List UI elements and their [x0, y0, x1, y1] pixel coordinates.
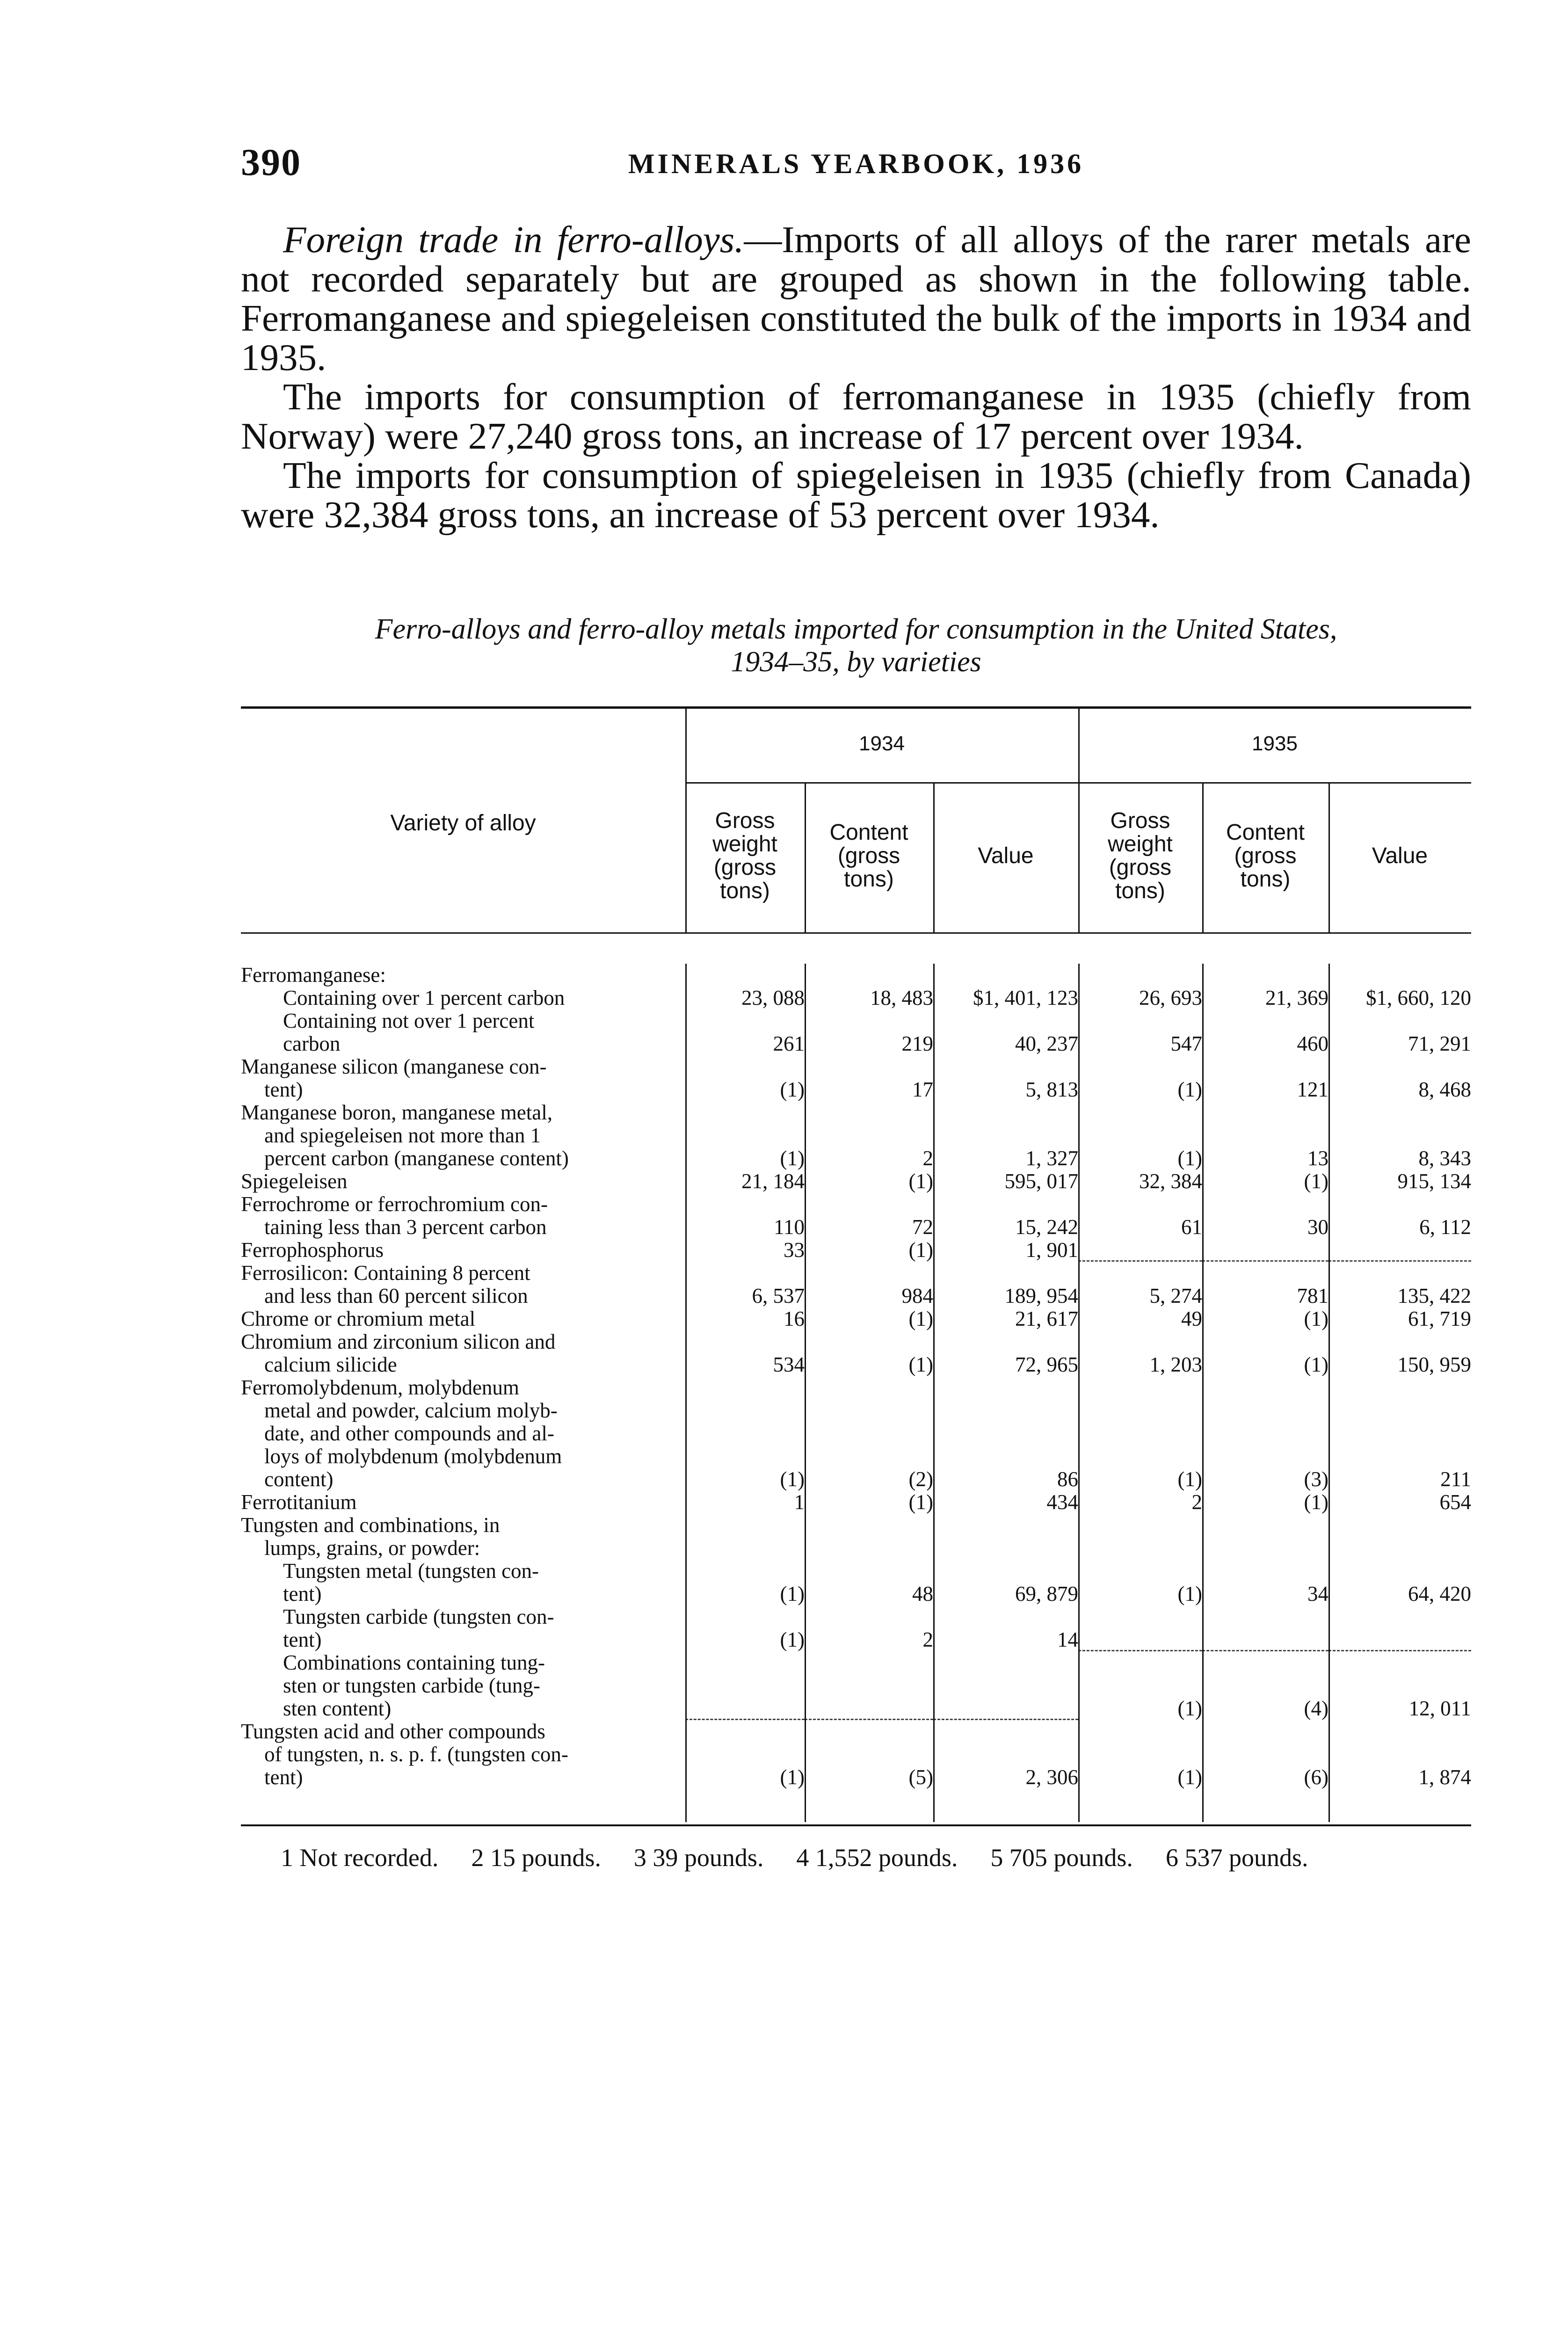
heading-line: Gross [715, 808, 775, 833]
table-cell: 86 [1057, 1467, 1078, 1491]
table-cell [1078, 964, 1202, 987]
variety-label [241, 1101, 685, 1170]
footnote: 4 1,552 pounds. [796, 1844, 958, 1872]
table-cell [1078, 1239, 1202, 1262]
table-cell: (1) [780, 1628, 805, 1651]
variety-label-line: Tungsten acid and other compounds [241, 1720, 545, 1743]
table-cell: 434 [1046, 1490, 1078, 1514]
variety-label-line: sten or tungsten carbide (tung- [283, 1674, 540, 1697]
year-1934-heading: 1934 [859, 732, 905, 755]
variety-label-line: and spiegeleisen not more than 1 [264, 1124, 541, 1147]
table-cell: (1) [780, 1582, 805, 1605]
table-row [241, 1720, 1471, 1789]
value-heading-1934: Value [978, 843, 1034, 868]
table-top-rule [241, 706, 1471, 709]
footnote: 6 537 pounds. [1165, 1844, 1308, 1872]
table-cell: (1) [780, 1078, 805, 1101]
table-row [241, 1170, 1471, 1193]
variety-label [241, 1239, 685, 1262]
heading-line: Gross [1110, 808, 1170, 833]
data-table [241, 964, 1471, 1789]
table-cell: (4) [1304, 1697, 1328, 1720]
variety-label [241, 1262, 685, 1308]
table-cell: 135, 422 [1397, 1284, 1471, 1308]
table-cell: (1) [780, 1765, 805, 1789]
table-cell: (1) [780, 1467, 805, 1491]
table-cell [933, 964, 1078, 987]
table-cell: (1) [1304, 1490, 1328, 1514]
variety-label [241, 1491, 685, 1514]
table-cell: 21, 617 [1015, 1307, 1078, 1330]
table-cell: 1 [794, 1490, 805, 1514]
table-row [241, 1560, 1471, 1605]
footnote: 2 15 pounds. [471, 1844, 601, 1872]
table-row [241, 987, 1471, 1010]
table-cell: (1) [1177, 1147, 1202, 1170]
page-number: 390 [241, 141, 301, 183]
table-cell: 34 [1307, 1582, 1328, 1605]
running-title: MINERALS YEARBOOK, 1936 [628, 148, 1084, 179]
gross-weight-heading-1935 [1078, 809, 1202, 903]
table-cell: 189, 954 [1004, 1284, 1078, 1308]
variety-label-line: Combinations containing tung- [283, 1651, 545, 1674]
table-cell: 460 [1297, 1032, 1328, 1055]
table-cell: 72 [912, 1215, 933, 1239]
table-cell: (1) [908, 1353, 933, 1376]
table-cell [1328, 964, 1471, 987]
variety-label [241, 1651, 685, 1720]
table-cell: 211 [1440, 1467, 1471, 1491]
table-cell: 121 [1297, 1078, 1328, 1101]
table-cell: 16 [784, 1307, 805, 1330]
variety-label-line: Tungsten carbide (tungsten con- [283, 1605, 554, 1628]
header-bottom-rule [241, 932, 1471, 934]
variety-label-line: metal and powder, calcium molyb- [264, 1399, 558, 1422]
table-cell: 33 [784, 1238, 805, 1262]
table-cell [933, 1514, 1078, 1560]
table-row [241, 1193, 1471, 1239]
table-cell: 21, 184 [741, 1170, 805, 1193]
column-divider [805, 964, 806, 1822]
variety-label [241, 1193, 685, 1239]
variety-label-line: and less than 60 percent silicon [264, 1284, 528, 1308]
heading-line: Content [829, 820, 908, 845]
table-caption [241, 613, 1471, 678]
table-cell: 150, 959 [1397, 1353, 1471, 1376]
table-cell: 14 [1057, 1628, 1078, 1651]
variety-label [241, 1170, 685, 1193]
paragraph-2: The imports for consumption of ferromanganese in 1935 (chiefly from Norway) were 27,240 gross tons, an increase of 17 percent over 1934. [241, 376, 1471, 457]
table-cell [1328, 1605, 1471, 1651]
variety-label [241, 1605, 685, 1651]
variety-label-line: Ferromolybdenum, molybdenum [241, 1376, 519, 1399]
table-cell: 2, 306 [1025, 1765, 1078, 1789]
content-heading-1934 [805, 821, 933, 891]
variety-label-line: Tungsten metal (tungsten con- [283, 1559, 539, 1583]
body-text [241, 220, 1471, 534]
table-cell [805, 964, 933, 987]
variety-label [241, 1376, 685, 1491]
heading-line: (gross [1234, 843, 1297, 868]
table-cell [1202, 964, 1328, 987]
column-divider [933, 964, 935, 1822]
variety-label-line: Spiegeleisen [241, 1170, 348, 1193]
value-heading-1935: Value [1372, 843, 1428, 868]
table-row [241, 1651, 1471, 1720]
table-row [241, 964, 1471, 987]
table-cell: 40, 237 [1015, 1032, 1078, 1055]
table-cell: 21, 369 [1265, 986, 1328, 1010]
table-cell: 6, 112 [1419, 1215, 1471, 1239]
table-cell: (2) [908, 1467, 933, 1491]
table-cell [1202, 1514, 1328, 1560]
table-cell: (1) [780, 1147, 805, 1170]
variety-label-line: Manganese boron, manganese metal, [241, 1101, 553, 1124]
variety-label [241, 1308, 685, 1330]
variety-label-line: taining less than 3 percent carbon [264, 1215, 547, 1239]
table-cell: (1) [908, 1490, 933, 1514]
variety-label-line: tent) [283, 1582, 322, 1605]
table-row [241, 1010, 1471, 1055]
table-cell: (1) [1304, 1353, 1328, 1376]
table-cell: 6, 537 [752, 1284, 805, 1308]
table-cell: 261 [773, 1032, 805, 1055]
table-cell: (6) [1304, 1765, 1328, 1789]
table-row [241, 1101, 1471, 1170]
table-cell: 2 [922, 1147, 933, 1170]
page-header [241, 140, 1471, 196]
variety-label-line: Ferrochrome or ferrochromium con- [241, 1192, 548, 1216]
table-cell: 13 [1307, 1147, 1328, 1170]
table-row [241, 1262, 1471, 1308]
table-cell [1328, 1239, 1471, 1262]
column-divider [1078, 964, 1080, 1822]
table-row [241, 1605, 1471, 1651]
table-cell: 8, 468 [1418, 1078, 1471, 1101]
year-1935-heading: 1935 [1252, 732, 1298, 755]
table-cell [805, 1651, 933, 1720]
table-cell: 30 [1307, 1215, 1328, 1239]
content-heading-1935 [1202, 821, 1328, 891]
variety-label [241, 1720, 685, 1789]
table-cell [1202, 1605, 1328, 1651]
table-row [241, 1330, 1471, 1376]
table-cell [933, 1651, 1078, 1720]
variety-label [241, 964, 685, 987]
table-caption-line-1: Ferro-alloys and ferro-alloy metals imported for consumption in the United States, [375, 613, 1337, 645]
table-cell: 5, 813 [1025, 1078, 1078, 1101]
variety-label-line: tent) [283, 1628, 322, 1651]
column-divider [1202, 964, 1204, 1822]
footnotes [281, 1843, 1450, 1872]
table-cell: $1, 660, 120 [1366, 986, 1471, 1010]
variety-label-line: date, and other compounds and al- [264, 1422, 554, 1445]
table-cell: 2 [922, 1628, 933, 1651]
year-underline [685, 782, 1471, 784]
table-row [241, 1376, 1471, 1491]
table-cell: 71, 291 [1408, 1032, 1471, 1055]
variety-label-line: Ferrophosphorus [241, 1238, 384, 1262]
table-cell: 595, 017 [1004, 1170, 1078, 1193]
table-cell: 17 [912, 1078, 933, 1101]
table-cell: $1, 401, 123 [973, 986, 1078, 1010]
heading-line: tons) [1115, 879, 1165, 903]
table-cell: (1) [1177, 1765, 1202, 1789]
table-row [241, 1308, 1471, 1330]
table-cell: 64, 420 [1408, 1582, 1471, 1605]
variety-label-line: Manganese silicon (manganese con- [241, 1055, 547, 1078]
table-cell: 12, 011 [1408, 1697, 1471, 1720]
table-cell: 219 [901, 1032, 933, 1055]
table-cell: 8, 343 [1418, 1147, 1471, 1170]
table-cell [1078, 1514, 1202, 1560]
variety-label-line: Chromium and zirconium silicon and [241, 1330, 556, 1353]
table-cell: 1, 874 [1418, 1765, 1471, 1789]
heading-line: tons) [844, 867, 894, 892]
table-cell: 2 [1191, 1490, 1202, 1514]
paragraph-1-italic-lead: Foreign trade in ferro-alloys. [283, 218, 744, 261]
table-row [241, 1514, 1471, 1560]
table-cell: 26, 693 [1139, 986, 1202, 1010]
variety-label [241, 1560, 685, 1605]
table-cell: 534 [773, 1353, 805, 1376]
table-cell: (1) [1177, 1467, 1202, 1491]
variety-label [241, 1330, 685, 1376]
table-cell: (1) [908, 1238, 933, 1262]
heading-line: weight [1108, 832, 1173, 857]
heading-line: (gross [713, 855, 777, 880]
paragraph-1-text: —Imports of all alloys of the rarer metals are not recorded separately but are grouped as shown in the following table. Ferromanganese and spiegeleisen constituted the bulk of the imports in 1934 and 1935. [241, 218, 1471, 378]
variety-label-line: calcium silicide [264, 1353, 397, 1376]
table-row [241, 1239, 1471, 1262]
table-cell: (1) [1177, 1582, 1202, 1605]
table-cell [685, 964, 805, 987]
table-cell: (3) [1304, 1467, 1328, 1491]
table-cell [685, 1651, 805, 1720]
table-row [241, 1491, 1471, 1514]
table-bottom-rule [241, 1824, 1471, 1826]
variety-label-line: tent) [264, 1765, 303, 1789]
variety-label-line: Tungsten and combinations, in [241, 1513, 500, 1537]
table-cell: (5) [908, 1765, 933, 1789]
variety-label [241, 987, 685, 1010]
table-cell: 32, 384 [1139, 1170, 1202, 1193]
variety-label-line: Ferrosilicon: Containing 8 percent [241, 1261, 530, 1285]
table-cell: 915, 134 [1397, 1170, 1471, 1193]
table-cell: 1, 327 [1025, 1147, 1078, 1170]
table-cell [1328, 1514, 1471, 1560]
variety-label-line: lumps, grains, or powder: [264, 1536, 480, 1560]
table-cell: (1) [1304, 1170, 1328, 1193]
variety-label-line: loys of molybdenum (molybdenum [264, 1445, 562, 1468]
table-cell: (1) [1177, 1697, 1202, 1720]
table-cell [805, 1514, 933, 1560]
variety-label-line: percent carbon (manganese content) [264, 1147, 569, 1170]
footnote: 1 Not recorded. [281, 1844, 439, 1872]
variety-label-line: Containing over 1 percent carbon [283, 986, 565, 1010]
table-cell: 1, 901 [1025, 1238, 1078, 1262]
table-cell: 18, 483 [870, 986, 933, 1010]
heading-line: (gross [837, 843, 900, 868]
table-cell [685, 1514, 805, 1560]
variety-label-line: carbon [283, 1032, 341, 1055]
paragraph-3: The imports for consumption of spiegeleisen in 1935 (chiefly from Canada) were 32,384 gross tons, an increase of 53 percent over 1934. [241, 454, 1471, 536]
table-cell [1202, 1239, 1328, 1262]
table-cell: 48 [912, 1582, 933, 1605]
variety-label-line: Ferromanganese: [241, 963, 386, 987]
table-cell: 654 [1439, 1490, 1471, 1514]
variety-label [241, 1055, 685, 1101]
variety-label [241, 1010, 685, 1055]
table-cell: 5, 274 [1149, 1284, 1202, 1308]
table-body [241, 964, 1471, 1789]
column-divider [1328, 964, 1330, 1822]
table-cell [1078, 1605, 1202, 1651]
table-caption-line-2: 1934–35, by varieties [731, 646, 981, 678]
variety-label-line: of tungsten, n. s. p. f. (tungsten con- [264, 1743, 568, 1766]
heading-line: tons) [720, 879, 770, 903]
table-cell: (1) [1304, 1307, 1328, 1330]
variety-label-line: Ferrotitanium [241, 1490, 357, 1514]
table-cell: 49 [1181, 1307, 1202, 1330]
variety-label-line: sten content) [283, 1697, 392, 1720]
table-cell: 110 [774, 1215, 805, 1239]
variety-label-line: Chrome or chromium metal [241, 1307, 476, 1330]
table-cell: 15, 242 [1015, 1215, 1078, 1239]
heading-line: (gross [1109, 855, 1172, 880]
table-cell: 69, 879 [1015, 1582, 1078, 1605]
heading-line: weight [712, 832, 777, 857]
table-cell: 61 [1181, 1215, 1202, 1239]
heading-line: tons) [1240, 867, 1291, 892]
column-divider [685, 964, 687, 1822]
table-cell: 984 [901, 1284, 933, 1308]
table-cell: 72, 965 [1015, 1353, 1078, 1376]
table-cell: 547 [1170, 1032, 1202, 1055]
variety-column-heading: Variety of alloy [390, 811, 536, 835]
table-cell: 61, 719 [1408, 1307, 1471, 1330]
table-row [241, 1055, 1471, 1101]
heading-line: Content [1226, 820, 1305, 845]
variety-label [241, 1514, 685, 1560]
footnote: 3 39 pounds. [633, 1844, 764, 1872]
gross-weight-heading-1934 [685, 809, 805, 903]
table-cell: 23, 088 [741, 986, 805, 1010]
paragraph-1 [241, 220, 1471, 377]
variety-label-line: Containing not over 1 percent [283, 1009, 535, 1032]
table-cell: 781 [1297, 1284, 1328, 1308]
footnote: 5 705 pounds. [990, 1844, 1133, 1872]
table-cell: 1, 203 [1149, 1353, 1202, 1376]
table-cell: (1) [1177, 1078, 1202, 1101]
variety-label-line: tent) [264, 1078, 303, 1101]
variety-label-line: content) [264, 1467, 334, 1491]
table-cell: (1) [908, 1170, 933, 1193]
table-cell: (1) [908, 1307, 933, 1330]
